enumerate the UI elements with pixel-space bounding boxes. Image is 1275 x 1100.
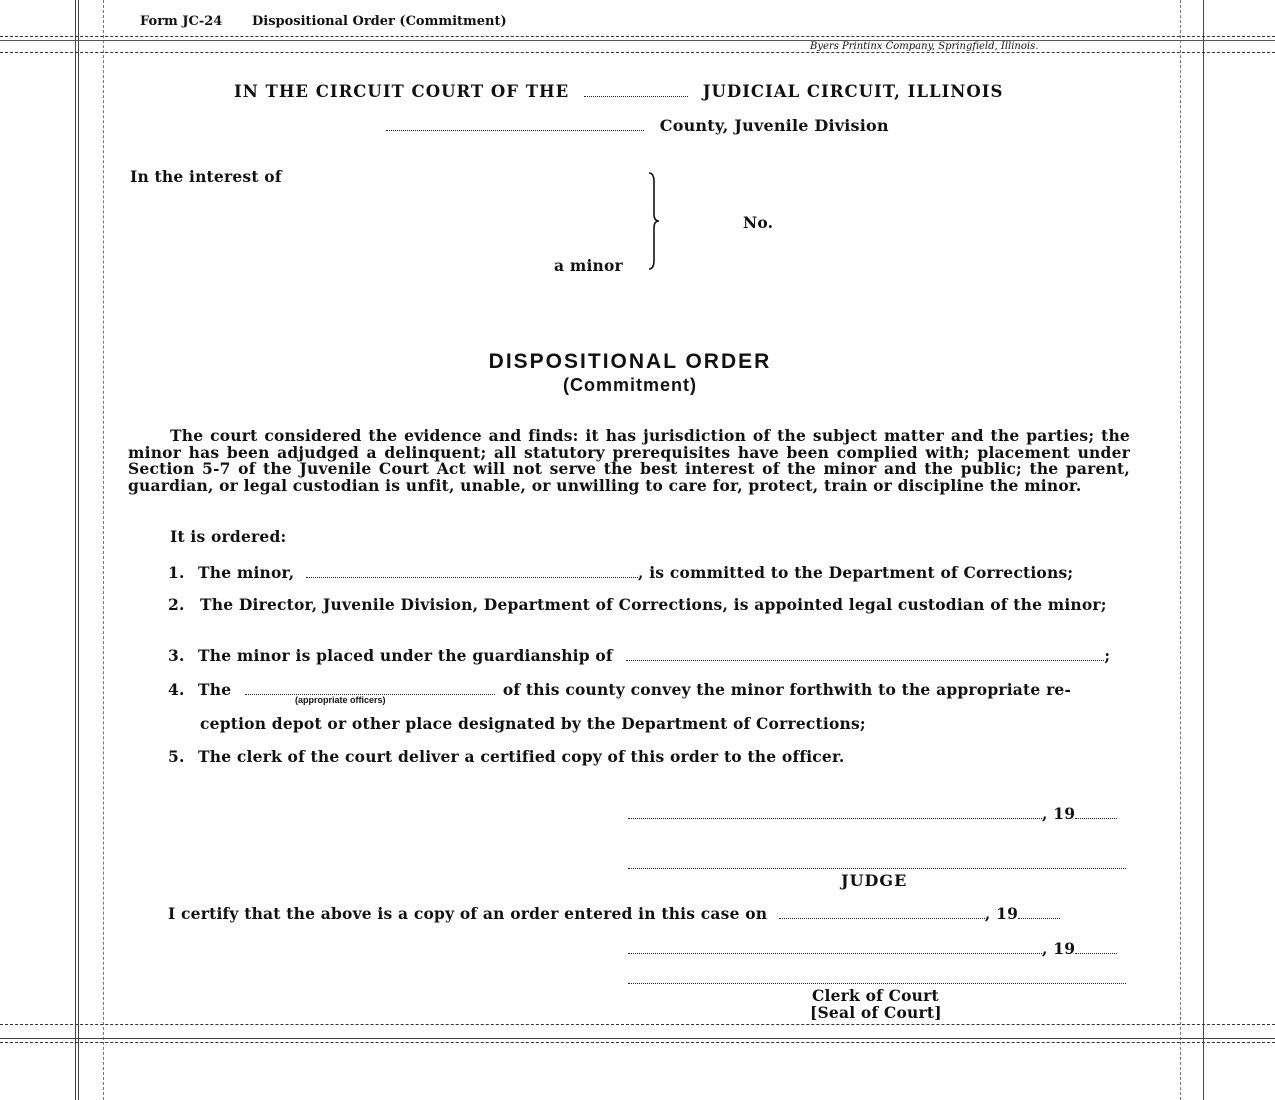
order-4-line-2: ception depot or other place designated by the Department of Corrections; — [200, 714, 866, 733]
order-2-text: The Director, Juvenile Division, Department of Corrections, is appointed legal custodian of the minor; — [200, 595, 1107, 614]
judge-label: JUDGE — [841, 871, 908, 890]
clerk-label: Clerk of Court — [812, 986, 939, 1005]
order-5-number: 5. — [168, 747, 185, 766]
clerk-signature-line — [628, 983, 1126, 984]
order-3-end: ; — [1104, 646, 1111, 665]
order-year-1-blank — [1075, 806, 1117, 819]
certification-text: I certify that the above is a copy of an order entered in this case on — [168, 904, 768, 923]
county-label: County, Juvenile Division — [659, 116, 889, 135]
clerk-date-blank — [628, 941, 1042, 954]
order-5 — [168, 747, 845, 766]
clerk-year: 19 — [1053, 939, 1076, 958]
bottom-rule-2 — [0, 1038, 1275, 1039]
top-rule-2 — [0, 40, 1275, 41]
guardian-blank — [626, 648, 1104, 661]
order-date-blank — [628, 806, 1042, 819]
order-3-number: 3. — [168, 646, 185, 665]
order-2 — [168, 597, 1130, 613]
order-3-text: The minor is placed under the guardianship of — [198, 646, 613, 665]
form-title: Dispositional Order (Commitment) — [252, 14, 507, 29]
bottom-rule-3 — [0, 1042, 1275, 1043]
clerk-date-line: , 19 — [628, 939, 1117, 958]
order-year-1: 19 — [1053, 804, 1076, 823]
form-id: Form JC-24 — [140, 14, 223, 29]
order-4-text-before: The — [198, 680, 232, 699]
clerk-year-blank — [1075, 941, 1117, 954]
court-line-left: IN THE CIRCUIT COURT OF THE — [234, 82, 570, 101]
caption-brace — [648, 172, 660, 270]
court-line — [234, 82, 1003, 101]
certification-year-blank — [1018, 906, 1060, 919]
order-4-text-after: of this county convey the minor forthwith to the appropriate re- — [502, 680, 1072, 699]
bottom-rule — [0, 1024, 1275, 1025]
certification-line: I certify that the above is a copy of an order entered in this case on , 19 — [168, 904, 1060, 923]
case-number-label: No. — [743, 213, 774, 232]
order-1-number: 1. — [168, 563, 185, 582]
interest-of: In the interest of — [130, 167, 282, 186]
order-1 — [168, 563, 1130, 582]
circuit-number-blank — [584, 84, 688, 97]
county-line — [386, 116, 889, 135]
order-1-text-after: , is committed to the Department of Corrections; — [638, 563, 1074, 582]
ordered-intro: It is ordered: — [170, 527, 287, 546]
findings-paragraph: The court considered the evidence and finds: it has jurisdiction of the subject matter and the parties; the minor has been adjudged a delinquent; all statutory prerequisites have been complied with; placement under Section 5-7 of the Juvenile Court Act will not serve the best interest of the minor and the public; the parent, guardian, or legal custodian is unfit, unable, or unwilling to care for, protect, train or discipline the minor. — [128, 426, 1130, 495]
seal-label: [Seal of Court] — [810, 1003, 942, 1022]
top-rule-3 — [0, 52, 1275, 53]
judge-signature-line — [628, 868, 1126, 869]
certification-year: 19 — [996, 904, 1019, 923]
left-border-line-2 — [78, 0, 79, 1100]
order-5-text: The clerk of the court deliver a certified copy of this order to the officer. — [198, 747, 845, 766]
officers-blank — [245, 682, 495, 695]
order-2-number: 2. — [168, 595, 185, 614]
document-title: DISPOSITIONAL ORDER — [488, 350, 772, 373]
top-rule — [0, 36, 1275, 37]
officers-caption: (appropriate officers) — [295, 695, 386, 705]
order-1-text-before: The minor, — [198, 563, 295, 582]
printer-credit: Byers Printinx Company, Springfield, Illinois. — [810, 41, 1039, 52]
document-subtitle: (Commitment) — [563, 375, 697, 395]
a-minor: a minor — [554, 256, 623, 275]
right-border-dash — [1180, 0, 1181, 1100]
left-border-dash — [103, 0, 104, 1100]
county-blank — [386, 118, 644, 131]
left-border-line — [75, 0, 76, 1100]
order-date-line: , 19 — [628, 804, 1117, 823]
court-line-right: JUDICIAL CIRCUIT, ILLINOIS — [702, 82, 1004, 101]
order-3 — [168, 646, 1130, 665]
right-border-line — [1203, 0, 1204, 1100]
minor-name-blank — [306, 565, 638, 578]
certification-date-blank — [779, 906, 985, 919]
order-4-number: 4. — [168, 680, 185, 699]
